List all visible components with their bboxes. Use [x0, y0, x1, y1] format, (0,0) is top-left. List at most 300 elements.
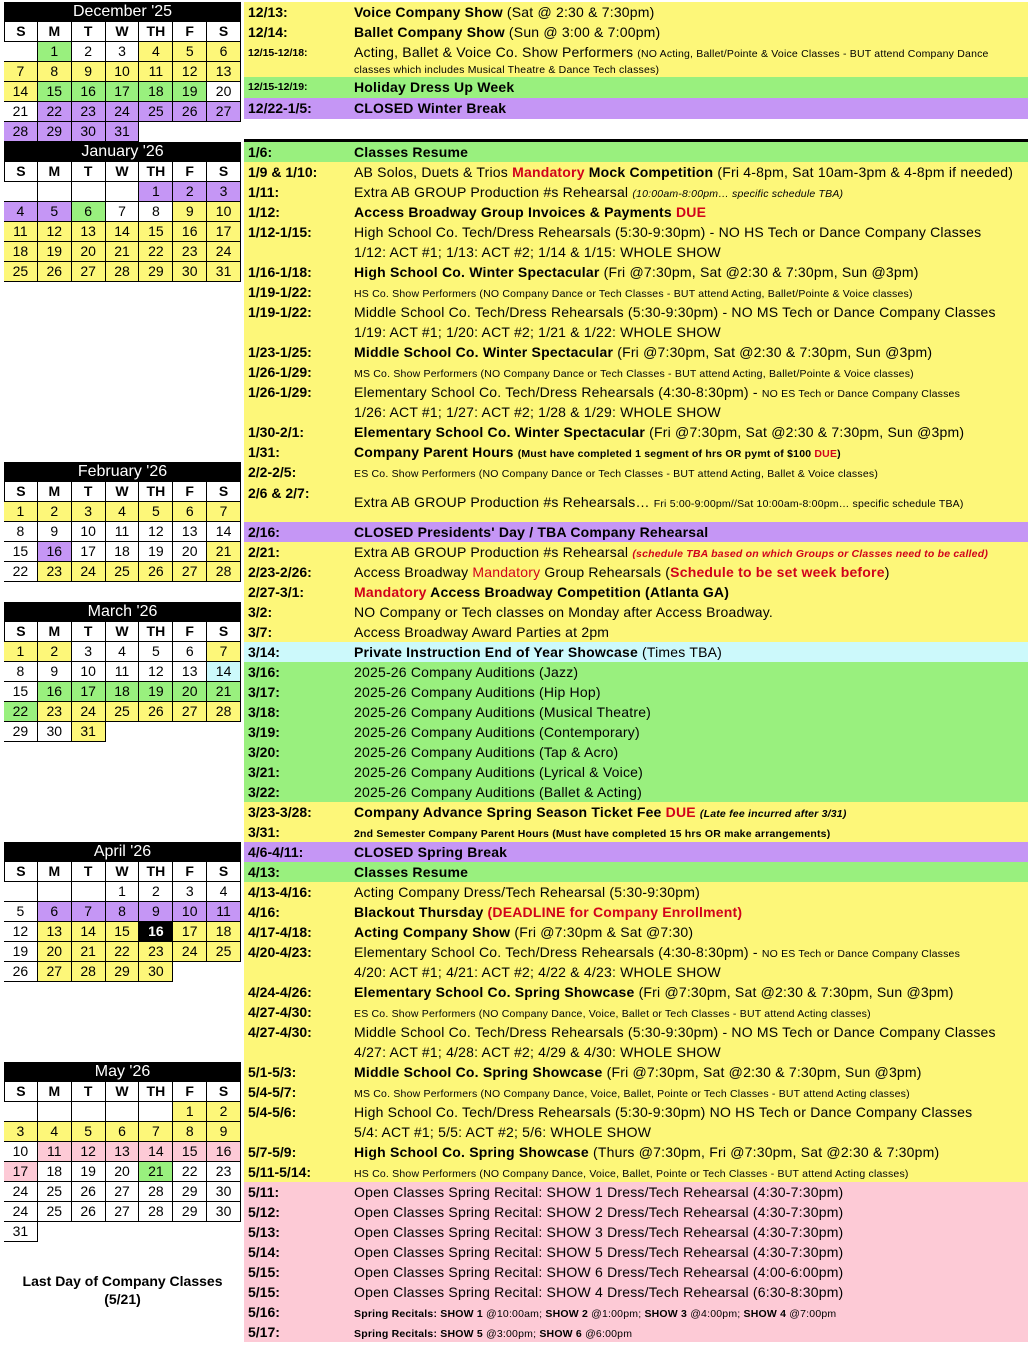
day-cell: 1	[106, 882, 140, 902]
weekday-label: S	[207, 482, 241, 502]
event-text-span: Elementary School Co. Spring Showcase	[354, 984, 639, 1000]
event-text-span: Spring Recitals: SHOW 1	[354, 1308, 486, 1320]
day-cell: 30	[207, 1202, 241, 1222]
event-text-span: : ACT #2;	[458, 1124, 523, 1140]
day-cell: 10	[207, 202, 241, 222]
event-row	[244, 542, 1028, 562]
day-cell: 7	[4, 62, 38, 82]
event-text	[354, 284, 913, 302]
event-date: 3/23-3/28:	[248, 804, 312, 820]
event-text-span: CLOSED Presidents' Day / TBA Company Rehearsal	[354, 524, 709, 540]
day-cell: 31	[72, 722, 106, 742]
event-text-span: Access Broadway Award Parties at 2pm	[354, 624, 610, 640]
event-text-span: (10:00am-8:00pm… specific schedule TBA)	[632, 188, 844, 200]
day-cell: 16	[38, 682, 72, 702]
day-cell: 15	[106, 922, 140, 942]
event-text-span: Access Broadway Competition (Atlanta GA)	[430, 584, 730, 600]
event-text	[354, 844, 507, 860]
day-cell: 8	[4, 522, 38, 542]
weekday-label: S	[207, 862, 241, 882]
event-text	[354, 764, 643, 780]
event-text-span: : WHOLE SHOW	[611, 1044, 721, 1060]
month-3	[4, 602, 241, 842]
day-cell: 16	[173, 222, 207, 242]
month-0	[4, 2, 241, 142]
event-text	[354, 1184, 843, 1200]
event-text-span: MS Co. Show Performers (NO Company Dance or Tech Classes - BUT attend Acting, Ballet/Pointe & Voice classes)	[354, 368, 914, 380]
day-cell: 25	[106, 702, 140, 722]
event-row	[244, 98, 1028, 119]
event-row	[244, 402, 1028, 422]
event-text-span: Mandatory	[354, 584, 431, 600]
event-date: 1/19-1/22:	[248, 304, 312, 320]
month-2	[4, 462, 241, 602]
event-date: 2/2-2/5:	[248, 464, 297, 480]
day-cell: 26	[173, 102, 207, 122]
event-row	[244, 862, 1028, 882]
event-row	[244, 119, 1028, 136]
event-text-span: 2025-26 Company Auditions (Jazz)	[354, 664, 579, 680]
day-cell: 4	[4, 202, 38, 222]
event-text	[354, 604, 773, 620]
event-text	[354, 584, 729, 600]
month-title: January '26	[4, 142, 241, 162]
event-text	[354, 224, 981, 240]
day-cell: 4	[106, 642, 140, 662]
event-row	[244, 942, 1028, 962]
event-text	[354, 944, 960, 962]
day-cell: 8	[38, 62, 72, 82]
event-row	[244, 842, 1028, 862]
event-text-span: High School Co. Tech/Dress Rehearsals (5:30-9:30pm) - NO HS Tech or Dance Company Classes	[354, 224, 982, 240]
month-grid	[4, 162, 241, 282]
event-row	[244, 322, 1028, 342]
day-cell: 12	[72, 1142, 106, 1162]
event-row	[244, 702, 1028, 722]
event-text	[354, 1304, 836, 1322]
day-cell: 7	[72, 902, 106, 922]
month-grid	[4, 1082, 241, 1242]
event-row	[244, 1002, 1028, 1022]
day-cell: 27	[72, 262, 106, 282]
weekday-label: W	[106, 622, 140, 642]
event-date: 5/15:	[248, 1284, 280, 1300]
event-row	[244, 1022, 1028, 1042]
event-text-span: HS Co. Show Performers (NO Company Dance or Tech Classes - BUT attend Acting, Ballet/Pointe & Voice classes)	[354, 288, 913, 300]
day-cell	[173, 722, 207, 742]
day-cell: 22	[106, 942, 140, 962]
day-cell: 27	[106, 1182, 140, 1202]
day-cell: 18	[207, 922, 241, 942]
day-cell: 8	[106, 902, 140, 922]
day-cell: 29	[173, 1202, 207, 1222]
day-cell: 24	[4, 1202, 38, 1222]
event-row	[244, 802, 1028, 822]
event-text	[354, 1084, 910, 1102]
event-text-span: @10:00am;	[486, 1308, 546, 1320]
day-cell: 3	[72, 502, 106, 522]
event-block-3	[244, 602, 1028, 842]
event-row	[244, 482, 1028, 522]
day-cell: 5	[72, 1122, 106, 1142]
event-text-span: 4/28	[446, 1044, 475, 1060]
day-cell: 30	[38, 722, 72, 742]
day-cell: 9	[38, 522, 72, 542]
event-date: 3/17:	[248, 684, 280, 700]
event-date: 5/12:	[248, 1204, 280, 1220]
event-text	[354, 784, 642, 800]
event-text-span: Fri 5:00-9:00pm//Sat 10:00am-8:00pm… specific schedule TBA)	[653, 498, 964, 510]
day-cell: 1	[139, 182, 173, 202]
day-cell: 10	[72, 662, 106, 682]
day-cell: 9	[72, 62, 106, 82]
day-cell: 7	[207, 502, 241, 522]
day-cell: 29	[38, 122, 72, 142]
event-text-span: : ACT #1;	[382, 244, 447, 260]
event-text	[354, 184, 843, 202]
event-date: 5/1-5/3:	[248, 1064, 297, 1080]
day-cell: 11	[106, 522, 140, 542]
day-cell: 11	[139, 62, 173, 82]
event-text-span: Open Classes Spring Recital: SHOW 2 Dress/Tech Rehearsal (4:30-7:30pm)	[354, 1204, 844, 1220]
event-date: 4/6-4/11:	[248, 844, 304, 860]
month-title: April '26	[4, 842, 241, 862]
event-text	[354, 1324, 632, 1342]
event-text-span: : ACT #1;	[382, 324, 447, 340]
day-cell: 25	[207, 942, 241, 962]
event-date: 5/7-5/9:	[248, 1144, 297, 1160]
event-date: 1/26-1/29:	[248, 384, 312, 400]
event-row	[244, 1262, 1028, 1282]
event-text-span: : ACT #2;	[474, 1044, 539, 1060]
event-text	[354, 744, 618, 760]
day-cell: 18	[139, 82, 173, 102]
day-cell: 21	[106, 242, 140, 262]
weekday-label: S	[207, 1082, 241, 1102]
event-row	[244, 1062, 1028, 1082]
day-cell: 10	[106, 62, 140, 82]
event-text-span: Voice Company Show	[354, 4, 507, 20]
event-row	[244, 202, 1028, 222]
day-cell: 26	[72, 1182, 106, 1202]
day-cell: 7	[207, 642, 241, 662]
event-text	[354, 804, 847, 822]
event-text-span: (Fri @7:30pm, Sat @2:30 & 7:30pm, Sun @3pm)	[617, 344, 933, 360]
event-text	[354, 79, 514, 95]
event-text-span: @1:00pm;	[591, 1308, 645, 1320]
event-text-span: 2025-26 Company Auditions (Tap & Acro)	[354, 744, 619, 760]
weekday-label: W	[106, 1082, 140, 1102]
weekday-label: M	[38, 22, 72, 42]
day-cell: 26	[38, 262, 72, 282]
event-text-span: Group Rehearsals (	[544, 564, 671, 580]
event-text-span: 4/27	[354, 1044, 383, 1060]
event-row	[244, 902, 1028, 922]
day-cell: 28	[72, 962, 106, 982]
day-cell: 29	[173, 1182, 207, 1202]
event-row	[244, 222, 1028, 242]
event-date: 3/2:	[248, 604, 273, 620]
event-text	[354, 244, 721, 260]
event-text-span: 1/14 & 1/15	[538, 244, 612, 260]
day-cell: 4	[139, 42, 173, 62]
event-text-span: (Fri @7:30pm, Sat @2:30 & 7:30pm, Sun @3pm)	[603, 264, 919, 280]
day-cell: 5	[38, 202, 72, 222]
event-text-span: (Must have completed 1 segment of hrs OR pymt of $100	[517, 448, 815, 460]
event-text	[354, 1024, 996, 1040]
day-cell: 31	[106, 122, 140, 142]
day-cell: 14	[139, 1142, 173, 1162]
event-text	[354, 684, 601, 700]
day-cell: 4	[207, 882, 241, 902]
day-cell	[38, 1222, 72, 1242]
day-cell: 9	[38, 662, 72, 682]
day-cell: 27	[173, 562, 207, 582]
day-cell: 16	[207, 1142, 241, 1162]
day-cell: 26	[4, 962, 38, 982]
month-1	[4, 142, 241, 462]
event-row	[244, 382, 1028, 402]
weekday-label: F	[173, 162, 207, 182]
event-text-span: ES Co. Show Performers (NO Company Dance or Tech Classes - BUT attend Acting, Ballet & Voice classes)	[354, 468, 879, 480]
day-cell: 29	[4, 722, 38, 742]
day-cell: 26	[139, 702, 173, 722]
event-text-span: Access Broadway	[354, 564, 473, 580]
day-cell: 27	[207, 102, 241, 122]
weekday-label: T	[72, 22, 106, 42]
event-row	[244, 142, 1028, 162]
event-date: 1/23-1/25:	[248, 344, 312, 360]
day-cell: 23	[38, 562, 72, 582]
event-text-span: 1/28 & 1/29	[538, 404, 612, 420]
event-date: 1/31:	[248, 444, 280, 460]
day-cell: 23	[139, 942, 173, 962]
event-row	[244, 762, 1028, 782]
event-row	[244, 242, 1028, 262]
day-cell: 3	[4, 1122, 38, 1142]
event-text-span: (Fri @7:30pm & Sat @7:30)	[514, 924, 694, 940]
day-cell: 12	[4, 922, 38, 942]
day-cell: 5	[139, 502, 173, 522]
event-text-span: 2025-26 Company Auditions (Ballet & Acting)	[354, 784, 642, 800]
day-cell: 31	[207, 262, 241, 282]
event-text-span: @3:00pm;	[486, 1328, 540, 1340]
weekday-label: S	[4, 162, 38, 182]
event-text-span: (DEADLINE for Company Enrollment)	[487, 904, 743, 920]
event-date: 4/13-4/16:	[248, 884, 312, 900]
event-row	[244, 722, 1028, 742]
event-text-span: Open Classes Spring Recital: SHOW 6 Dress/Tech Rehearsal (4:00-6:00pm)	[354, 1264, 844, 1280]
event-text-span: )	[884, 564, 890, 580]
weekday-label: M	[38, 1082, 72, 1102]
event-text-span: Extra AB GROUP Production #s Rehearsal	[354, 184, 633, 200]
day-cell: 12	[38, 222, 72, 242]
day-cell: 12	[139, 522, 173, 542]
day-cell: 28	[207, 562, 241, 582]
event-date: 3/16:	[248, 664, 280, 680]
day-cell: 18	[38, 1162, 72, 1182]
day-cell: 6	[38, 902, 72, 922]
event-text	[354, 1224, 843, 1240]
event-row	[244, 742, 1028, 762]
weekday-label: T	[72, 622, 106, 642]
weekday-label: S	[207, 622, 241, 642]
event-block-2	[244, 462, 1028, 602]
event-text-span: classes which includes Musical Theatre & Dance Tech classes)	[354, 64, 660, 76]
event-text-span: Classes Resume	[354, 144, 469, 160]
weekday-label: W	[106, 22, 140, 42]
event-text-span: : ACT #1;	[374, 1124, 439, 1140]
event-row	[244, 302, 1028, 322]
day-cell	[38, 1102, 72, 1122]
event-row	[244, 682, 1028, 702]
event-row	[244, 1222, 1028, 1242]
day-cell: 15	[4, 682, 38, 702]
day-cell	[173, 122, 207, 142]
day-cell: 23	[173, 242, 207, 262]
day-cell	[207, 962, 241, 982]
event-date: 4/13:	[248, 864, 280, 880]
event-text-span: Open Classes Spring Recital: SHOW 3 Dress/Tech Rehearsal (4:30-7:30pm)	[354, 1224, 844, 1240]
event-row	[244, 1122, 1028, 1142]
event-text	[354, 464, 878, 482]
event-text-span: SHOW 3	[644, 1308, 691, 1320]
event-text-span: Private Instruction End of Year Showcase	[354, 644, 643, 660]
event-date: 5/4-5/6:	[248, 1104, 297, 1120]
event-text-span: 1/20	[446, 324, 475, 340]
day-cell: 8	[4, 662, 38, 682]
event-text	[354, 204, 706, 220]
event-text-span: 2025-26 Company Auditions (Musical Theatre)	[354, 704, 652, 720]
event-text	[354, 564, 890, 580]
day-cell: 28	[4, 122, 38, 142]
event-text-span: ES Co. Show Performers (NO Company Dance, Voice, Ballet or Tech Classes - BUT attend Acting classes)	[354, 1008, 871, 1020]
day-cell	[72, 1222, 106, 1242]
event-text-span: DUE	[675, 204, 707, 220]
day-cell	[4, 182, 38, 202]
event-text-span: CLOSED Spring Break	[354, 844, 508, 860]
month-grid	[4, 482, 241, 582]
day-cell: 14	[207, 522, 241, 542]
day-cell: 23	[207, 1162, 241, 1182]
day-cell: 17	[173, 922, 207, 942]
day-cell: 3	[72, 642, 106, 662]
event-text	[354, 1244, 843, 1260]
day-cell: 24	[106, 102, 140, 122]
day-cell	[4, 1102, 38, 1122]
day-cell	[106, 722, 140, 742]
event-text-span: @4:00pm;	[690, 1308, 744, 1320]
day-cell: 21	[207, 682, 241, 702]
event-text	[354, 264, 919, 280]
event-text	[354, 1064, 922, 1080]
day-cell: 19	[139, 682, 173, 702]
day-cell	[139, 1102, 173, 1122]
month-grid	[4, 22, 241, 142]
event-text	[354, 884, 700, 900]
event-text-span: (Sun @ 3:00 & 7:00pm)	[508, 24, 661, 40]
event-text-span: Blackout Thursday	[354, 904, 488, 920]
day-cell	[4, 42, 38, 62]
event-text-span: CLOSED Winter Break	[354, 100, 507, 116]
event-row	[244, 422, 1028, 442]
event-row	[244, 1282, 1028, 1302]
event-text-span: : ACT #2;	[474, 244, 539, 260]
day-cell: 27	[106, 1202, 140, 1222]
event-text	[354, 984, 954, 1000]
day-cell: 15	[139, 222, 173, 242]
event-text-span: Classes Resume	[354, 864, 469, 880]
day-cell	[72, 182, 106, 202]
event-date: 3/18:	[248, 704, 280, 720]
event-row	[244, 1042, 1028, 1062]
event-text-span: (Fri @7:30pm, Sat @2:30 & 7:30pm, Sun @3pm)	[606, 1064, 922, 1080]
day-cell: 25	[106, 562, 140, 582]
event-text	[354, 424, 964, 440]
day-cell: 17	[106, 82, 140, 102]
event-text	[354, 324, 721, 340]
event-text-span: 1/27	[446, 404, 475, 420]
day-cell: 23	[72, 102, 106, 122]
day-cell: 26	[139, 562, 173, 582]
event-text-span: Spring Recitals: SHOW 5	[354, 1328, 486, 1340]
day-cell: 8	[173, 1122, 207, 1142]
day-cell: 16	[139, 922, 173, 942]
day-cell: 14	[207, 662, 241, 682]
event-date: 12/15-12/18:	[248, 47, 308, 59]
day-cell: 2	[38, 642, 72, 662]
weekday-label: T	[72, 862, 106, 882]
day-cell: 1	[38, 42, 72, 62]
event-row	[244, 2, 1028, 22]
day-cell: 11	[106, 662, 140, 682]
event-text-span: Elementary School Co. Winter Spectacular	[354, 424, 650, 440]
event-row	[244, 182, 1028, 202]
event-date: 1/30-2/1:	[248, 424, 305, 440]
day-cell: 10	[4, 1142, 38, 1162]
day-cell: 14	[72, 922, 106, 942]
event-row	[244, 662, 1028, 682]
event-text	[354, 724, 640, 740]
day-cell: 15	[38, 82, 72, 102]
event-text	[354, 1124, 651, 1140]
event-text-span: Open Classes Spring Recital: SHOW 5 Dress/Tech Rehearsal (4:30-7:30pm)	[354, 1244, 844, 1260]
event-text-span: Company Parent Hours	[354, 444, 518, 460]
event-date: 1/26-1/29:	[248, 364, 312, 380]
event-date: 1/11:	[248, 184, 280, 200]
event-date: 5/14:	[248, 1244, 280, 1260]
day-cell: 1	[4, 642, 38, 662]
event-text-span: Middle School Co. Tech/Dress Rehearsals (5:30-9:30pm) - NO MS Tech or Dance Company Classes	[354, 1024, 996, 1040]
event-block-0	[244, 2, 1028, 142]
event-text-span: 2025-26 Company Auditions (Hip Hop)	[354, 684, 601, 700]
event-text-span: SHOW 4	[743, 1308, 790, 1320]
day-cell: 18	[106, 542, 140, 562]
event-text-span: SHOW 6	[539, 1328, 586, 1340]
event-row	[244, 1102, 1028, 1122]
month-title: February '26	[4, 462, 241, 482]
day-cell: 6	[173, 642, 207, 662]
event-text-span: Open Classes Spring Recital: SHOW 1 Dress/Tech Rehearsal (4:30-7:30pm)	[354, 1184, 844, 1200]
day-cell: 17	[207, 222, 241, 242]
day-cell: 2	[173, 182, 207, 202]
event-text	[354, 924, 693, 940]
event-date: 5/17:	[248, 1324, 280, 1340]
event-text-span: Acting Company Show	[354, 924, 515, 940]
day-cell: 13	[173, 522, 207, 542]
day-cell: 11	[4, 222, 38, 242]
event-date: 3/22:	[248, 784, 280, 800]
